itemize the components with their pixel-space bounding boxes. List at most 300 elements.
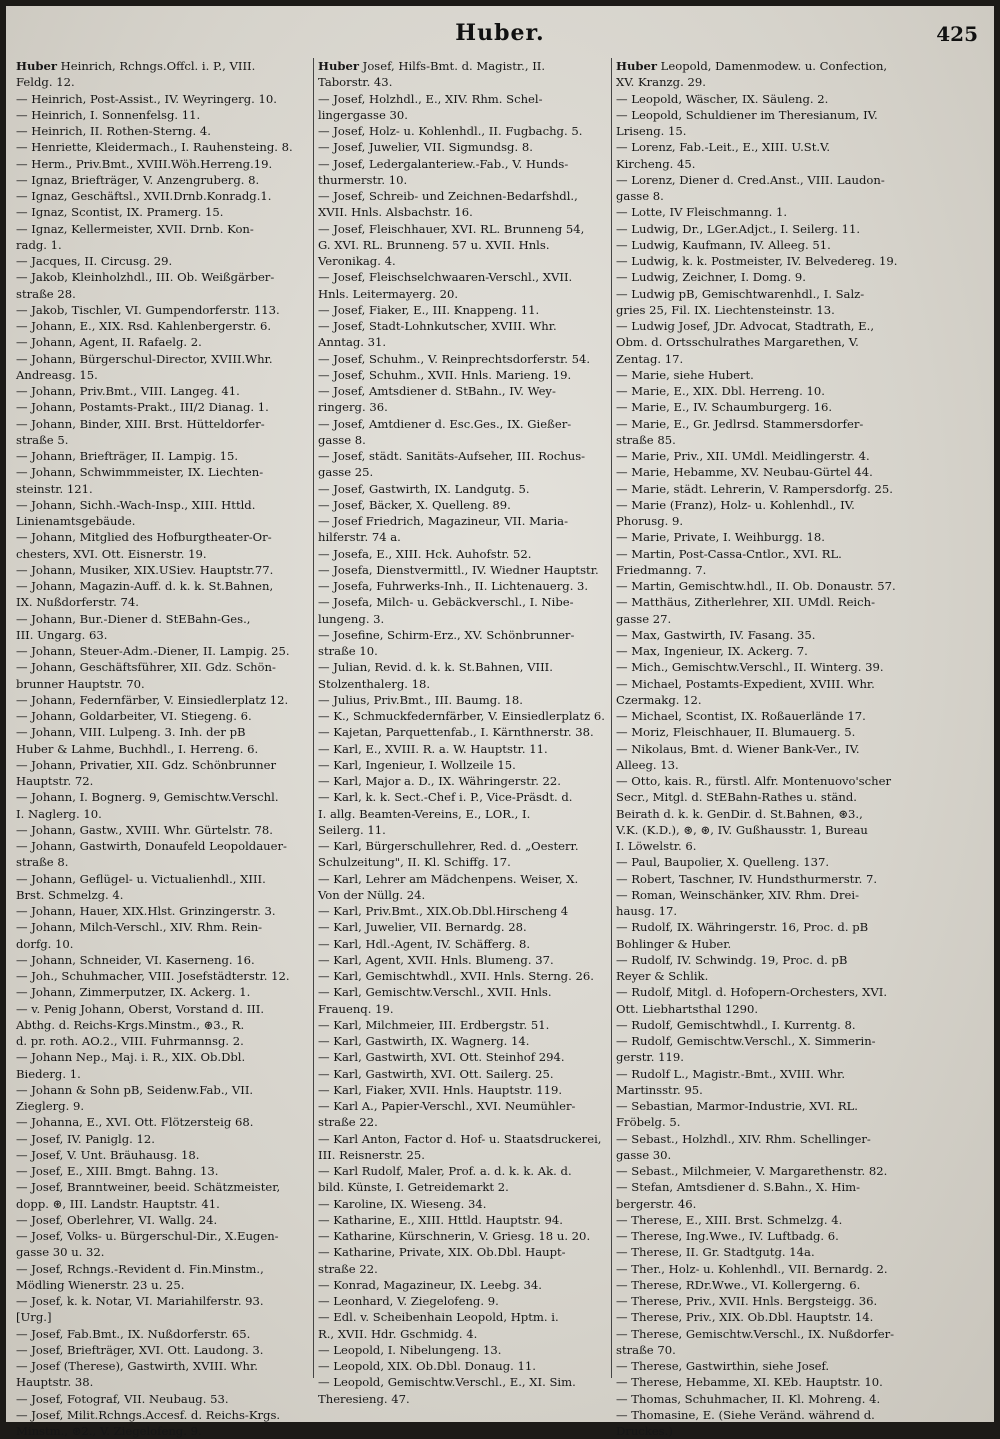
directory-entry-line xyxy=(318,1147,610,1163)
directory-entry-line xyxy=(616,724,916,740)
directory-entry-line xyxy=(16,1309,308,1325)
entry-text: bild. Künste, I. Getreidemarkt 2. xyxy=(318,1180,509,1195)
entry-text: — Karl, Fiaker, XVII. Hnls. Hauptstr. 119. xyxy=(318,1082,563,1097)
directory-entry-line xyxy=(616,269,916,285)
directory-entry-line xyxy=(16,1033,308,1049)
entry-text: — Johann, Binder, XIII. Brst. Hütteldorfer- xyxy=(16,416,265,431)
directory-entry-line xyxy=(616,58,916,74)
directory-entry-line xyxy=(616,1342,916,1358)
directory-entry-line xyxy=(318,1017,610,1033)
directory-entry-line xyxy=(318,1212,610,1228)
entry-text: — Marie, Hebamme, XV. Neubau-Gürtel 44. xyxy=(616,465,873,480)
entry-text: — Josef, Schuhm., V. Reinprechtsdorferstr. 54. xyxy=(318,351,591,366)
directory-entry-line xyxy=(616,887,916,903)
directory-entry-line xyxy=(318,806,610,822)
entry-text: — Karoline, IX. Wieseng. 34. xyxy=(318,1196,487,1211)
entry-text: — Josefa, E., XIII. Hck. Auhofstr. 52. xyxy=(318,546,532,561)
entry-text: — Karl, k. k. Sect.-Chef i. P., Vice-Präsdt. d. xyxy=(318,790,573,805)
column-divider xyxy=(611,58,612,1378)
entry-text: — Leopold, XIX. Ob.Dbl. Donaug. 11. xyxy=(318,1359,536,1373)
entry-text: — Johann, Gastwirth, Donaufeld Leopoldauer- xyxy=(16,839,287,853)
entry-text: — Josef Friedrich, Magazineur, VII. Maria- xyxy=(318,514,568,528)
entry-text: straße 28. xyxy=(16,286,76,301)
directory-entry-line xyxy=(16,188,308,204)
directory-entry-line xyxy=(318,1114,610,1130)
entry-text: — Johann, Geschäftsführer, XII. Gdz. Schön- xyxy=(16,660,276,675)
directory-entry-line xyxy=(616,546,916,562)
directory-entry-line xyxy=(16,838,308,854)
directory-entry-line xyxy=(616,1293,916,1309)
directory-entry-line xyxy=(616,741,916,757)
entry-text: — Josef, Rchngs.-Revident d. Fin.Minstm., xyxy=(16,1261,264,1276)
directory-entry-line xyxy=(318,1082,610,1098)
directory-entry-line xyxy=(16,1098,308,1114)
entry-text: — Sebast., Milchmeier, V. Margarethenstr. 82. xyxy=(616,1164,888,1178)
directory-entry-line xyxy=(616,1228,916,1244)
entry-text: — Josef, Juwelier, VII. Sigmundsg. 8. xyxy=(318,140,533,155)
entry-text: Seilerg. 11. xyxy=(318,822,386,837)
directory-entry-line xyxy=(616,578,916,594)
directory-entry-line xyxy=(318,383,610,399)
directory-entry-line xyxy=(16,1342,308,1358)
directory-entry-line xyxy=(318,318,610,334)
entry-text: I. allg. Beamten-Vereins, E., LOR., I. xyxy=(318,806,531,821)
entry-text: gerstr. 119. xyxy=(616,1050,684,1065)
directory-entry-line xyxy=(16,854,308,870)
entry-text: — Josef, Oberlehrer, VI. Wallg. 24. xyxy=(16,1212,218,1227)
entry-text: — Stefan, Amtsdiener d. S.Bahn., X. Him- xyxy=(616,1180,861,1195)
directory-entry-line xyxy=(318,1179,610,1195)
entry-text: — Matthäus, Zitherlehrer, XII. UMdl. Reich- xyxy=(616,595,876,610)
directory-entry-line xyxy=(16,627,308,643)
entry-text: — Martin, Gemischtw.hdl., II. Ob. Donaustr. 57. xyxy=(616,579,896,593)
entry-text: — Johann, Agent, II. Rafaelg. 2. xyxy=(16,335,202,350)
entry-text: — Ludwig, k. k. Postmeister, IV. Belvedereg. 19. xyxy=(616,254,898,268)
directory-entry-line xyxy=(318,578,610,594)
directory-entry-line xyxy=(616,1391,916,1407)
directory-entry-line xyxy=(16,1277,308,1293)
entry-text: — Karl, Gemischtwhdl., XVII. Hnls. Sterng. 26. xyxy=(318,969,594,983)
entry-text: — Ignaz, Scontist, IX. Pramerg. 15. xyxy=(16,205,224,220)
entry-text: Reyer & Schlik. xyxy=(616,969,709,983)
directory-entry-line xyxy=(16,1196,308,1212)
entry-text: Brst. Schmelzg. 4. xyxy=(16,887,124,902)
entry-text: straße 22. xyxy=(318,1261,378,1276)
entry-text: R., XVII. Hdr. Gschmidg. 4. xyxy=(318,1326,478,1341)
directory-entry-line xyxy=(616,1179,916,1195)
entry-text: — Max, Gastwirth, IV. Fasang. 35. xyxy=(616,627,816,642)
directory-entry-line xyxy=(16,643,308,659)
entry-text: — Josef, Holz- u. Kohlenhdl., II. Fugbachg. 5. xyxy=(318,124,583,138)
directory-entry-line xyxy=(16,172,308,188)
directory-entry-line xyxy=(318,546,610,562)
entry-text: — Johann, Hauer, XIX.Hlst. Grinzingerstr. 3. xyxy=(16,904,276,918)
entry-text: — Josef, Bäcker, X. Quelleng. 89. xyxy=(318,497,511,512)
directory-entry-line xyxy=(16,773,308,789)
entry-text: Stolzenthalerg. 18. xyxy=(318,676,431,691)
directory-entry-line xyxy=(318,708,610,724)
entry-text: — Karl, Milchmeier, III. Erdbergstr. 51. xyxy=(318,1017,550,1032)
entry-text: — Johann, Schneider, VI. Kaserneng. 16. xyxy=(16,952,255,967)
entry-text: — Josef, Amtdiener d. Esc.Ges., IX. Gießer- xyxy=(318,416,572,431)
entry-text: Heinrich, Rchngs.Offcl. i. P., VIII. xyxy=(56,59,256,73)
directory-entry-line xyxy=(616,1212,916,1228)
entry-text: — Ludwig pB, Gemischtwarenhdl., I. Salz- xyxy=(616,286,865,301)
entry-text: — Julian, Revid. d. k. k. St.Bahnen, VIII. xyxy=(318,660,553,675)
directory-entry-line xyxy=(16,399,308,415)
directory-entry-line xyxy=(16,1423,308,1439)
directory-entry-line xyxy=(318,822,610,838)
entry-text: — Karl, Hdl.-Agent, IV. Schäfferg. 8. xyxy=(318,936,531,951)
entry-text: Alleeg. 13. xyxy=(616,757,679,772)
entry-text: — Jakob, Kleinholzhdl., III. Ob. Weißgärber- xyxy=(16,270,275,285)
entry-text: — Jakob, Tischler, VI. Gumpendorferstr. 113. xyxy=(16,302,280,317)
entry-text: — Konrad, Magazineur, IX. Leebg. 34. xyxy=(318,1277,542,1292)
directory-entry-line xyxy=(318,1391,610,1407)
directory-entry-line xyxy=(616,659,916,675)
directory-entry-line xyxy=(616,871,916,887)
directory-entry-line xyxy=(16,562,308,578)
directory-entry-line xyxy=(318,1342,610,1358)
directory-entry-line xyxy=(616,1277,916,1293)
entry-text: Phorusg. 9. xyxy=(616,514,684,528)
directory-entry-line xyxy=(616,334,916,350)
entry-text: — Karl, Major a. D., IX. Währingerstr. 22. xyxy=(318,774,561,788)
directory-entry-line xyxy=(318,627,610,643)
directory-entry-line xyxy=(318,1261,610,1277)
directory-entry-line xyxy=(318,302,610,318)
directory-entry-line xyxy=(16,1017,308,1033)
directory-entry-line xyxy=(616,854,916,870)
entry-text: — Leopold, I. Nibelungeng. 13. xyxy=(318,1342,502,1357)
entry-text: — Johann, Privatier, XII. Gdz. Schönbrunner xyxy=(16,757,277,772)
entry-text: XV. Kranzg. 29. xyxy=(616,75,706,90)
entry-text: — Lorenz, Fab.-Leit., E., XIII. U.St.V. xyxy=(616,140,831,155)
entry-text: lungeng. 3. xyxy=(318,611,385,626)
directory-entry-line xyxy=(16,1179,308,1195)
directory-entry-line xyxy=(318,1163,610,1179)
entry-text: — Josef, Fleischhauer, XVI. RL. Brunneng 54, xyxy=(318,221,585,236)
directory-entry-line xyxy=(616,1147,916,1163)
entry-text: — Josef, Fotograf, VII. Neubaug. 53. xyxy=(16,1391,229,1406)
entry-text: — Marie, siehe Hubert. xyxy=(616,367,754,382)
directory-entry-line xyxy=(16,871,308,887)
entry-text: — Josefa, Milch- u. Gebäckverschl., I. Nibe- xyxy=(318,595,574,610)
directory-entry-line xyxy=(318,448,610,464)
entry-text: — Katharine, Kürschnerin, V. Griesg. 18 u. 20. xyxy=(318,1229,591,1243)
entry-text: Von der Nüllg. 24. xyxy=(318,887,426,902)
directory-entry-line xyxy=(616,1407,916,1423)
entry-text: Anntag. 31. xyxy=(318,335,387,350)
entry-text: — Leonhard, V. Ziegelofeng. 9. xyxy=(318,1294,499,1308)
directory-entry-line xyxy=(616,1326,916,1342)
directory-entry-line xyxy=(318,1358,610,1374)
entry-text: Zentag. 17. xyxy=(616,351,684,366)
directory-entry-line xyxy=(616,936,916,952)
entry-text: — Josef, Branntweiner, beeid. Schätzmeister, xyxy=(16,1180,281,1195)
directory-entry-line xyxy=(16,416,308,432)
directory-entry-line xyxy=(616,1358,916,1374)
entry-text: — Therese, Hebamme, XI. KEb. Hauptstr. 10. xyxy=(616,1375,883,1390)
directory-entry-line xyxy=(318,919,610,935)
entry-text: — Marie, E., XIX. Dbl. Herreng. 10. xyxy=(616,384,825,398)
directory-entry-line xyxy=(16,984,308,1000)
entry-text: — Karl, E., XVIII. R. a. W. Hauptstr. 11. xyxy=(318,741,548,756)
directory-entry-line xyxy=(616,91,916,107)
entry-text: — Johann, Milch-Verschl., XIV. Rhm. Rein- xyxy=(16,920,263,935)
entry-text: — Edl. v. Scheibenhain Leopold, Hptm. i. xyxy=(318,1310,559,1325)
directory-entry-line xyxy=(16,952,308,968)
entry-text: — Johanna, E., XVI. Ott. Flötzersteig 68. xyxy=(16,1115,254,1130)
directory-entry-line xyxy=(16,58,308,74)
directory-entry-line xyxy=(16,497,308,513)
entry-text: gries 25, Fil. IX. Liechtensteinstr. 13. xyxy=(616,302,835,317)
entry-text: — Johann, VIII. Lulpeng. 3. Inh. der pB xyxy=(16,725,246,740)
directory-entry-line xyxy=(16,1163,308,1179)
entry-text: I. Löwelstr. 6. xyxy=(616,839,697,853)
entry-text: Hauptstr. 72. xyxy=(16,774,94,788)
entry-text: — Leopold, Schuldiener im Theresianum, IV. xyxy=(616,107,878,122)
entry-text: — Katharine, E., XIII. Httld. Hauptstr. 94. xyxy=(318,1212,563,1227)
directory-entry-line xyxy=(616,1098,916,1114)
entry-text: Biederg. 1. xyxy=(16,1066,81,1081)
entry-text: — Therese, II. Gr. Stadtgutg. 14a. xyxy=(616,1245,815,1260)
entry-text: — Josef, Ledergalanteriew.-Fab., V. Hunds- xyxy=(318,156,569,171)
entry-text: Kircheng. 45. xyxy=(616,156,696,171)
directory-entry-line xyxy=(616,968,916,984)
entry-text: — Josef, Fiaker, E., III. Knappeng. 11. xyxy=(318,302,540,317)
directory-entry-line xyxy=(318,286,610,302)
directory-entry-line xyxy=(16,237,308,253)
directory-entry-line xyxy=(16,708,308,724)
entry-text: — Ludwig, Kaufmann, IV. Alleeg. 51. xyxy=(616,237,831,252)
entry-text: gasse 25. xyxy=(318,465,374,480)
directory-entry-line xyxy=(16,903,308,919)
entry-text: — Johann, I. Bognerg. 9, Gemischtw.Verschl. xyxy=(16,790,279,805)
directory-entry-line xyxy=(318,936,610,952)
column-divider xyxy=(313,58,314,1378)
directory-entry-line xyxy=(318,91,610,107)
directory-entry-line xyxy=(616,1066,916,1082)
entry-text: Veronikag. 4. xyxy=(318,254,396,268)
entry-text: — Johann, Musiker, XIX.USiev. Hauptstr.77. xyxy=(16,562,274,577)
entry-text: — Johann, Steuer-Adm.-Diener, II. Lampig. 25. xyxy=(16,644,290,658)
column-3 xyxy=(616,58,916,1439)
directory-entry-line xyxy=(318,123,610,139)
entry-text: — Johann, Priv.Bmt., VIII. Langeg. 41. xyxy=(16,384,240,398)
entry-text: hilferstr. 74 a. xyxy=(318,530,401,545)
entry-text: — Heinrich, Post-Assist., IV. Weyringerg. 10. xyxy=(16,91,277,106)
entry-text: Beirath d. k. k. GenDir. d. St.Bahnen, ⊛3., xyxy=(616,806,863,821)
directory-entry-line xyxy=(16,757,308,773)
entry-text: — Karl, Priv.Bmt., XIX.Ob.Dbl.Hirscheng 4 xyxy=(318,904,569,918)
directory-entry-line xyxy=(16,968,308,984)
entry-text: — Josef, Volks- u. Bürgerschul-Dir., X.Eugen- xyxy=(16,1229,279,1243)
entry-text: V.K. (K.D.), ⊛, ⊛, IV. Gußhausstr. 1, Bureau xyxy=(616,822,868,837)
entry-text: lingergasse 30. xyxy=(318,107,408,122)
entry-text: — Lorenz, Diener d. Cred.Anst., VIII. Laudon- xyxy=(616,172,885,187)
directory-entry-line xyxy=(318,529,610,545)
entry-text: — Ignaz, Geschäftsl., XVII.Drnb.Konradg.1. xyxy=(16,189,272,203)
directory-entry-line xyxy=(318,659,610,675)
entry-text: gasse 27. xyxy=(616,611,672,626)
directory-entry-line xyxy=(318,1228,610,1244)
directory-entry-line xyxy=(616,1374,916,1390)
entry-text: — Rudolf, IV. Schwindg. 19, Proc. d. pB xyxy=(616,952,848,967)
directory-entry-line xyxy=(16,919,308,935)
entry-text: — Ludwig, Dr., LGer.Adjct., I. Seilerg. 11. xyxy=(616,221,861,236)
entry-text: — v. Penig Johann, Oberst, Vorstand d. III. xyxy=(16,1001,265,1016)
directory-entry-line xyxy=(616,611,916,627)
directory-entry-line xyxy=(616,984,916,1000)
entry-text: — Paul, Baupolier, X. Quelleng. 137. xyxy=(616,855,830,870)
directory-entry-line xyxy=(16,822,308,838)
entry-text: — Johann Nep., Maj. i. R., XIX. Ob.Dbl. xyxy=(16,1050,246,1065)
directory-entry-line xyxy=(318,1374,610,1390)
directory-entry-line xyxy=(318,676,610,692)
entry-text: — Heinrich, I. Sonnenfelsg. 11. xyxy=(16,107,201,122)
entry-text: — Therese, Ing.Wwe., IV. Luftbadg. 6. xyxy=(616,1229,839,1243)
entry-text: — Josef, städt. Sanitäts-Aufseher, III. Rochus- xyxy=(318,449,586,463)
entry-text: — Joh., Schuhmacher, VIII. Josefstädterstr. 12. xyxy=(16,969,290,983)
directory-entry-line xyxy=(318,968,610,984)
entry-text: — Johann, Briefträger, II. Lampig. 15. xyxy=(16,449,239,463)
directory-entry-line xyxy=(616,1033,916,1049)
entry-text: — Sebast., Holzhdl., XIV. Rhm. Schellinger- xyxy=(616,1131,871,1146)
directory-entry-line xyxy=(318,871,610,887)
entry-text: — Rudolf, IX. Währingerstr. 16, Proc. d. pB xyxy=(616,920,869,935)
entry-text: — Johann, Mitglied des Hofburgtheater-Or- xyxy=(16,530,272,545)
directory-entry-line xyxy=(616,513,916,529)
directory-entry-line xyxy=(16,513,308,529)
entry-text: I. Naglerg. 10. xyxy=(16,806,102,821)
entry-text: — Karl, Lehrer am Mädchenpens. Weiser, X. xyxy=(318,871,579,886)
directory-entry-line xyxy=(318,139,610,155)
entry-text: Obm. d. Ortsschulrathes Margarethen, V. xyxy=(616,335,859,350)
directory-entry-line xyxy=(616,1049,916,1065)
entry-text: Leopold, Damenmodew. u. Confection, xyxy=(656,59,888,73)
directory-entry-line xyxy=(616,822,916,838)
entry-text: — Roman, Weinschänker, XIV. Rhm. Drei- xyxy=(616,887,859,902)
entry-text: — Johann, Sichh.-Wach-Insp., XIII. Httld. xyxy=(16,497,256,512)
entry-text: — Karl, Agent, XVII. Hnls. Blumeng. 37. xyxy=(318,952,554,967)
directory-entry-line xyxy=(318,1293,610,1309)
entry-text: Hnls. Leitermayerg. 20. xyxy=(318,286,459,301)
directory-entry-line xyxy=(616,416,916,432)
directory-entry-line xyxy=(318,221,610,237)
entry-text: — Johann, Bur.-Diener d. StEBahn-Ges., xyxy=(16,611,251,626)
entry-text: — K., Schmuckfedernfärber, V. Einsiedlerplatz 6. xyxy=(318,709,605,723)
directory-entry-line xyxy=(16,107,308,123)
entry-text: gasse 8. xyxy=(616,189,664,203)
entry-text: — Karl, Ingenieur, I. Wollzeile 15. xyxy=(318,757,516,772)
entry-text: d. pr. roth. AO.2., VIII. Fuhrmannsg. 2. xyxy=(16,1034,244,1048)
directory-entry-line xyxy=(16,1001,308,1017)
directory-entry-line xyxy=(318,757,610,773)
directory-entry-line xyxy=(16,302,308,318)
entry-text: — Lotte, IV Fleischmanng. 1. xyxy=(616,205,788,220)
entry-text: gasse 8. xyxy=(318,432,366,447)
entry-text: radg. 1. xyxy=(16,237,62,252)
directory-entry-line xyxy=(16,383,308,399)
directory-entry-line xyxy=(16,432,308,448)
directory-entry-line xyxy=(318,399,610,415)
entry-text: Bohlinger & Huber. xyxy=(616,936,732,951)
directory-entry-line xyxy=(318,172,610,188)
directory-entry-line xyxy=(16,448,308,464)
directory-entry-line xyxy=(318,188,610,204)
entry-text: — Josef, Gastwirth, IX. Landgutg. 5. xyxy=(318,481,530,496)
entry-text: — Ignaz, Kellermeister, XVII. Drnb. Kon- xyxy=(16,221,254,236)
directory-entry-line xyxy=(318,741,610,757)
entry-text: Feldg. 12. xyxy=(16,75,75,90)
entry-text: — Thomasine, E. (Siehe Veränd. während d. xyxy=(616,1407,875,1422)
entry-text: — Johann, Federnfärber, V. Einsiedlerplatz 12. xyxy=(16,692,289,707)
directory-entry-line xyxy=(16,611,308,627)
entry-text: — Karl Rudolf, Maler, Prof. a. d. k. k. Ak. d. xyxy=(318,1164,572,1178)
directory-entry-line xyxy=(616,1261,916,1277)
entry-text: — Otto, kais. R., fürstl. Alfr. Montenuovo'scher xyxy=(616,774,891,788)
entry-text: — Johann, Gastw., XVIII. Whr. Gürtelstr. 78. xyxy=(16,822,273,837)
directory-entry-line xyxy=(616,1082,916,1098)
directory-entry-line xyxy=(318,464,610,480)
entry-text: — Ludwig, Zeichner, I. Domg. 9. xyxy=(616,270,806,285)
entry-text: chesters, XVI. Ott. Eisnerstr. 19. xyxy=(16,546,207,561)
entry-text: — Marie, E., Gr. Jedlrsd. Stammersdorfer- xyxy=(616,416,864,431)
directory-entry-line xyxy=(616,1017,916,1033)
directory-entry-line xyxy=(318,107,610,123)
directory-entry-line xyxy=(616,1196,916,1212)
entry-text: Mödling Wienerstr. 23 u. 25. xyxy=(16,1277,185,1292)
directory-entry-line xyxy=(16,74,308,90)
directory-entry-line xyxy=(16,659,308,675)
directory-entry-line xyxy=(318,854,610,870)
directory-entry-line xyxy=(318,643,610,659)
entry-text: — Rudolf, Mitgl. d. Hofopern-Orchesters, XVI. xyxy=(616,985,888,1000)
directory-entry-line xyxy=(318,1244,610,1260)
entry-text: — Josef, V. Unt. Bräuhausg. 18. xyxy=(16,1147,200,1162)
directory-entry-line xyxy=(318,204,610,220)
entry-text: gasse 30. xyxy=(616,1147,672,1162)
entry-text: — Michael, Postamts-Expedient, XVIII. Whr. xyxy=(616,676,875,691)
entry-text: — Josef (Therese), Gastwirth, XVIII. Whr. xyxy=(16,1359,258,1373)
directory-entry-line xyxy=(616,286,916,302)
directory-entry-line xyxy=(616,952,916,968)
entry-text: — Therese, Gastwirthin, siehe Josef. xyxy=(616,1359,830,1373)
entry-text: — Karl, Gastwirth, XVI. Ott. Sailerg. 25. xyxy=(318,1066,554,1081)
directory-entry-line xyxy=(16,887,308,903)
page-title: Huber. xyxy=(455,20,545,46)
entry-text: Frauenq. 19. xyxy=(318,1001,394,1016)
entry-text: — Therese, RDr.Wwe., VI. Kollergerng. 6. xyxy=(616,1277,861,1292)
directory-entry-line xyxy=(616,351,916,367)
entry-text: — Josef, Milit.Rchngs.Accesf. d. Reichs-Krgs. xyxy=(16,1407,281,1422)
entry-text: Lriseng. 15. xyxy=(616,124,687,138)
surname-heading: Huber xyxy=(16,59,57,73)
directory-entry-line xyxy=(318,903,610,919)
directory-entry-line xyxy=(318,562,610,578)
entry-text: Andreasg. 15. xyxy=(16,367,98,382)
directory-entry-line xyxy=(616,302,916,318)
directory-entry-line xyxy=(16,334,308,350)
entry-text: hausg. 17. xyxy=(616,904,678,918)
directory-entry-line xyxy=(318,838,610,854)
entry-text: Druckes.) xyxy=(616,1424,673,1438)
entry-text: — Johann, Postamts-Prakt., III/2 Dianag. 1. xyxy=(16,400,269,415)
entry-text: Minstm., ⊛2., V. Ziegelofeng. 9. xyxy=(16,1424,202,1438)
entry-text: — Karl, Gemischtw.Verschl., XVII. Hnls. xyxy=(318,985,552,1000)
entry-text: — Karl, Gastwirth, XVI. Ott. Steinhof 294. xyxy=(318,1050,565,1065)
